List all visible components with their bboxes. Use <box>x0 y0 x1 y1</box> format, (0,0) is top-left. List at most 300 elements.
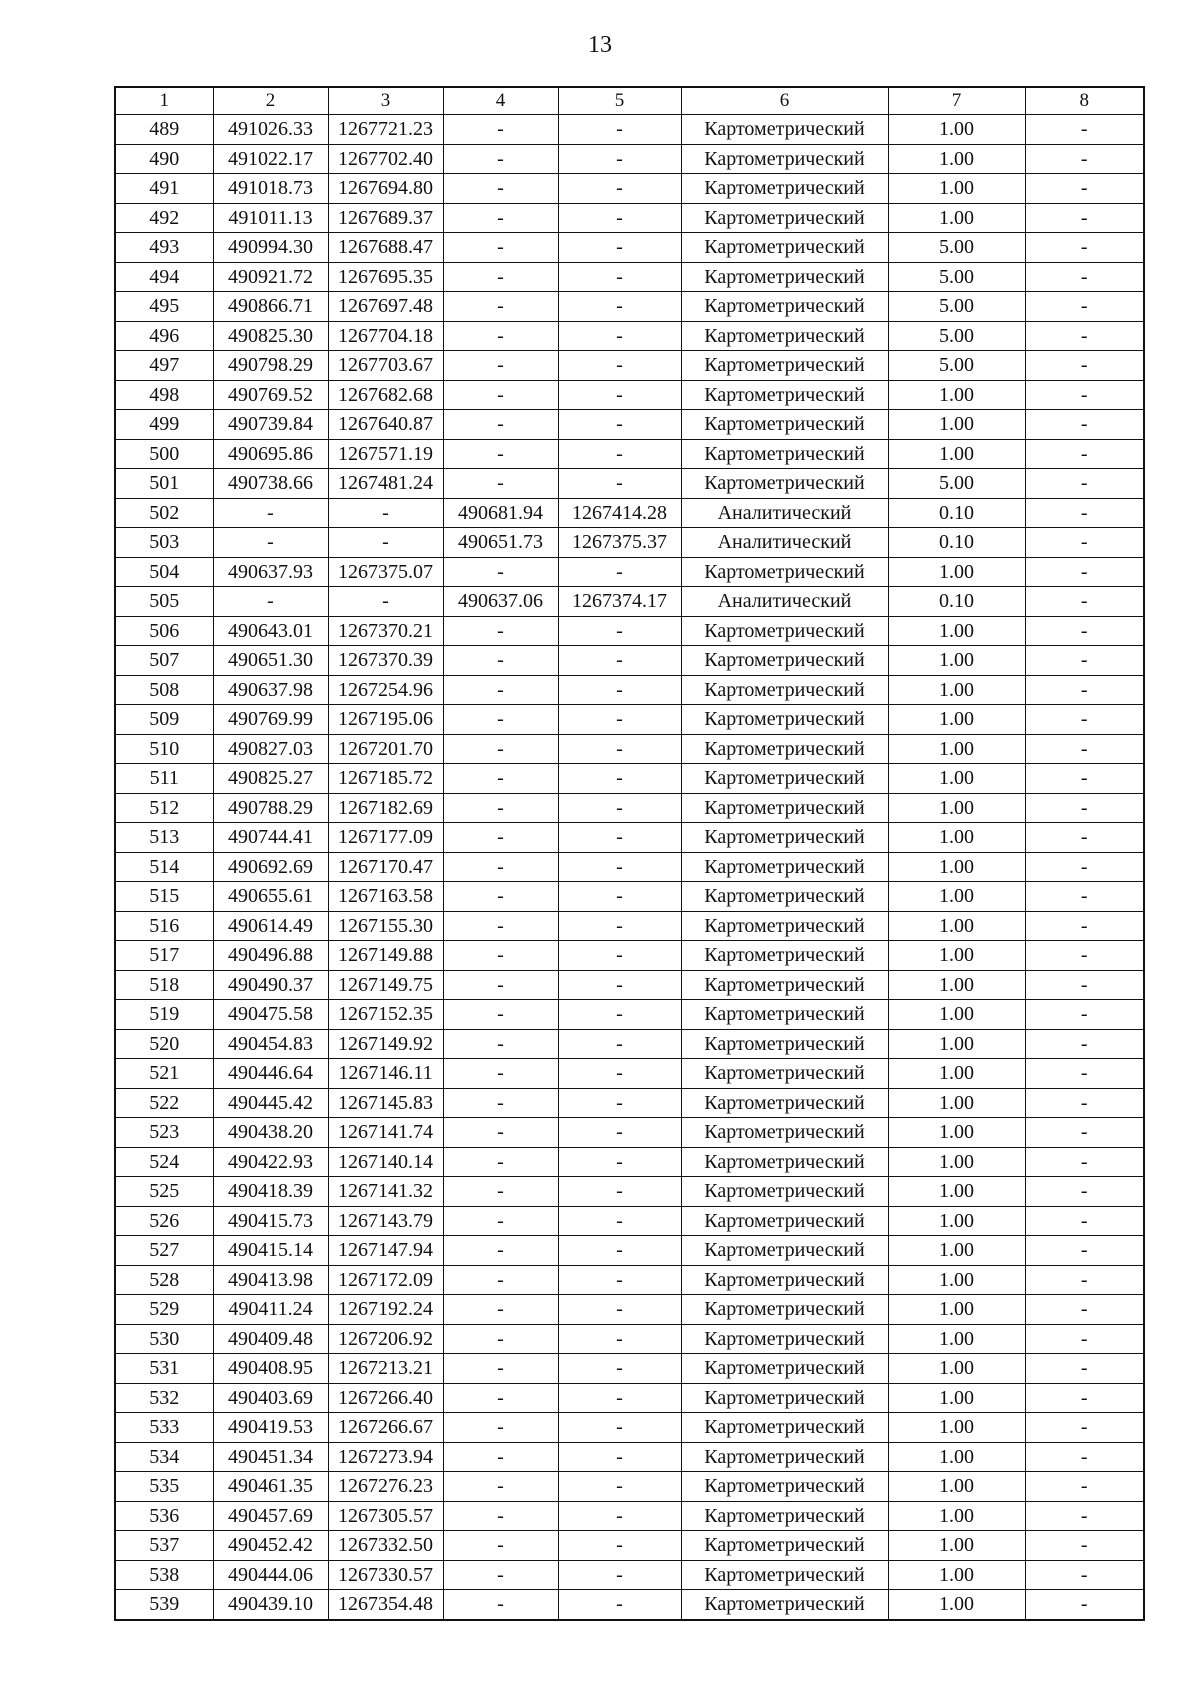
cell-x-new: - <box>443 351 558 381</box>
cell-y-coordinate: 1267330.57 <box>328 1560 443 1590</box>
cell-accuracy: 1.00 <box>888 1147 1025 1177</box>
cell-method: Картометрический <box>681 1354 888 1384</box>
cell-point-number: 519 <box>115 1000 213 1030</box>
cell-point-number: 515 <box>115 882 213 912</box>
table-row <box>115 1147 1144 1177</box>
cell-x-coordinate: 490415.73 <box>213 1206 328 1236</box>
page-number: 13 <box>588 32 612 58</box>
cell-note: - <box>1025 528 1144 558</box>
cell-x-new: - <box>443 1265 558 1295</box>
cell-x-new: - <box>443 882 558 912</box>
table-row <box>115 793 1144 823</box>
cell-method: Картометрический <box>681 764 888 794</box>
cell-method: Картометрический <box>681 675 888 705</box>
cell-x-new: - <box>443 144 558 174</box>
cell-note: - <box>1025 1177 1144 1207</box>
cell-accuracy: 1.00 <box>888 1560 1025 1590</box>
cell-point-number: 530 <box>115 1324 213 1354</box>
cell-x-coordinate: 490769.52 <box>213 380 328 410</box>
cell-y-coordinate: 1267140.14 <box>328 1147 443 1177</box>
cell-x-new: - <box>443 174 558 204</box>
table-row <box>115 233 1144 263</box>
cell-y-coordinate: 1267177.09 <box>328 823 443 853</box>
cell-method: Картометрический <box>681 1000 888 1030</box>
cell-note: - <box>1025 292 1144 322</box>
cell-y-coordinate: 1267155.30 <box>328 911 443 941</box>
cell-x-new: - <box>443 1118 558 1148</box>
cell-method: Картометрический <box>681 616 888 646</box>
cell-y-new: - <box>558 1590 681 1620</box>
cell-note: - <box>1025 1206 1144 1236</box>
cell-accuracy: 5.00 <box>888 262 1025 292</box>
cell-method: Аналитический <box>681 587 888 617</box>
cell-y-coordinate: 1267697.48 <box>328 292 443 322</box>
cell-y-coordinate: 1267172.09 <box>328 1265 443 1295</box>
cell-method: Картометрический <box>681 262 888 292</box>
table-row <box>115 1177 1144 1207</box>
cell-note: - <box>1025 439 1144 469</box>
cell-x-new: - <box>443 793 558 823</box>
cell-x-coordinate: 490444.06 <box>213 1560 328 1590</box>
cell-point-number: 491 <box>115 174 213 204</box>
table-row <box>115 1472 1144 1502</box>
cell-accuracy: 1.00 <box>888 793 1025 823</box>
cell-note: - <box>1025 1560 1144 1590</box>
cell-accuracy: 1.00 <box>888 1000 1025 1030</box>
cell-point-number: 523 <box>115 1118 213 1148</box>
cell-note: - <box>1025 616 1144 646</box>
cell-accuracy: 1.00 <box>888 616 1025 646</box>
cell-note: - <box>1025 557 1144 587</box>
cell-method: Картометрический <box>681 380 888 410</box>
coordinates-table <box>114 86 1145 1621</box>
cell-point-number: 496 <box>115 321 213 351</box>
cell-y-new: - <box>558 1560 681 1590</box>
cell-accuracy: 1.00 <box>888 1236 1025 1266</box>
cell-y-new: - <box>558 380 681 410</box>
cell-y-coordinate: 1267195.06 <box>328 705 443 735</box>
cell-point-number: 502 <box>115 498 213 528</box>
cell-x-new: - <box>443 1413 558 1443</box>
cell-y-new: - <box>558 1383 681 1413</box>
cell-method: Картометрический <box>681 174 888 204</box>
cell-y-new: - <box>558 616 681 646</box>
cell-x-coordinate: 491018.73 <box>213 174 328 204</box>
table-row <box>115 1590 1144 1620</box>
table-row <box>115 911 1144 941</box>
table-row <box>115 321 1144 351</box>
cell-note: - <box>1025 1147 1144 1177</box>
table-row <box>115 1059 1144 1089</box>
cell-x-coordinate: 490798.29 <box>213 351 328 381</box>
cell-method: Картометрический <box>681 1177 888 1207</box>
cell-note: - <box>1025 852 1144 882</box>
cell-x-new: - <box>443 203 558 233</box>
cell-accuracy: 1.00 <box>888 439 1025 469</box>
cell-x-coordinate: 490445.42 <box>213 1088 328 1118</box>
column-header: 2 <box>213 87 328 115</box>
table-row <box>115 764 1144 794</box>
cell-x-coordinate: 490452.42 <box>213 1531 328 1561</box>
cell-point-number: 537 <box>115 1531 213 1561</box>
cell-x-coordinate: - <box>213 587 328 617</box>
cell-accuracy: 1.00 <box>888 1413 1025 1443</box>
cell-point-number: 538 <box>115 1560 213 1590</box>
cell-note: - <box>1025 970 1144 1000</box>
cell-method: Картометрический <box>681 1118 888 1148</box>
cell-y-new: 1267374.17 <box>558 587 681 617</box>
cell-method: Картометрический <box>681 1088 888 1118</box>
cell-point-number: 528 <box>115 1265 213 1295</box>
cell-point-number: 500 <box>115 439 213 469</box>
cell-method: Картометрический <box>681 439 888 469</box>
cell-point-number: 511 <box>115 764 213 794</box>
table-row <box>115 675 1144 705</box>
cell-x-new: - <box>443 970 558 1000</box>
cell-y-coordinate: 1267145.83 <box>328 1088 443 1118</box>
cell-note: - <box>1025 675 1144 705</box>
cell-method: Картометрический <box>681 1059 888 1089</box>
cell-x-new: - <box>443 823 558 853</box>
cell-y-coordinate: 1267163.58 <box>328 882 443 912</box>
cell-accuracy: 0.10 <box>888 528 1025 558</box>
cell-method: Картометрический <box>681 1147 888 1177</box>
cell-x-coordinate: 490411.24 <box>213 1295 328 1325</box>
cell-y-new: - <box>558 764 681 794</box>
cell-note: - <box>1025 941 1144 971</box>
table-row <box>115 587 1144 617</box>
cell-x-new: - <box>443 233 558 263</box>
cell-point-number: 529 <box>115 1295 213 1325</box>
cell-accuracy: 1.00 <box>888 1206 1025 1236</box>
cell-note: - <box>1025 793 1144 823</box>
cell-accuracy: 5.00 <box>888 233 1025 263</box>
cell-point-number: 533 <box>115 1413 213 1443</box>
cell-point-number: 497 <box>115 351 213 381</box>
cell-y-new: - <box>558 911 681 941</box>
cell-method: Картометрический <box>681 646 888 676</box>
cell-method: Картометрический <box>681 144 888 174</box>
cell-y-coordinate: 1267182.69 <box>328 793 443 823</box>
table-row <box>115 115 1144 145</box>
cell-y-coordinate: 1267143.79 <box>328 1206 443 1236</box>
cell-method: Картометрический <box>681 1295 888 1325</box>
cell-method: Картометрический <box>681 1442 888 1472</box>
cell-method: Картометрический <box>681 410 888 440</box>
cell-accuracy: 1.00 <box>888 675 1025 705</box>
cell-note: - <box>1025 262 1144 292</box>
cell-x-new: - <box>443 469 558 499</box>
cell-x-new: - <box>443 1059 558 1089</box>
cell-accuracy: 1.00 <box>888 1118 1025 1148</box>
table-body <box>115 115 1144 1620</box>
cell-point-number: 506 <box>115 616 213 646</box>
cell-method: Картометрический <box>681 852 888 882</box>
cell-point-number: 495 <box>115 292 213 322</box>
table-row <box>115 882 1144 912</box>
table-row <box>115 557 1144 587</box>
cell-y-coordinate: 1267149.75 <box>328 970 443 1000</box>
cell-method: Картометрический <box>681 1029 888 1059</box>
cell-method: Аналитический <box>681 528 888 558</box>
cell-x-coordinate: 491026.33 <box>213 115 328 145</box>
column-header: 8 <box>1025 87 1144 115</box>
cell-y-new: - <box>558 1000 681 1030</box>
cell-y-new: - <box>558 557 681 587</box>
cell-x-new: - <box>443 1590 558 1620</box>
cell-note: - <box>1025 1000 1144 1030</box>
cell-y-coordinate: 1267141.32 <box>328 1177 443 1207</box>
cell-accuracy: 1.00 <box>888 1295 1025 1325</box>
table-row <box>115 1295 1144 1325</box>
cell-x-new: - <box>443 1383 558 1413</box>
cell-x-coordinate: 490454.83 <box>213 1029 328 1059</box>
cell-point-number: 499 <box>115 410 213 440</box>
cell-x-new: - <box>443 616 558 646</box>
cell-y-coordinate: 1267721.23 <box>328 115 443 145</box>
cell-y-coordinate: 1267375.07 <box>328 557 443 587</box>
cell-note: - <box>1025 469 1144 499</box>
cell-method: Картометрический <box>681 941 888 971</box>
cell-accuracy: 1.00 <box>888 380 1025 410</box>
cell-note: - <box>1025 1413 1144 1443</box>
cell-x-coordinate: 490637.93 <box>213 557 328 587</box>
cell-note: - <box>1025 380 1144 410</box>
cell-method: Картометрический <box>681 970 888 1000</box>
cell-x-coordinate: 490739.84 <box>213 410 328 440</box>
cell-note: - <box>1025 1029 1144 1059</box>
cell-note: - <box>1025 1118 1144 1148</box>
cell-x-coordinate: 490422.93 <box>213 1147 328 1177</box>
cell-note: - <box>1025 498 1144 528</box>
table-row <box>115 852 1144 882</box>
cell-note: - <box>1025 1265 1144 1295</box>
cell-note: - <box>1025 1354 1144 1384</box>
cell-method: Картометрический <box>681 1531 888 1561</box>
cell-note: - <box>1025 233 1144 263</box>
cell-x-coordinate: 490457.69 <box>213 1501 328 1531</box>
table-row <box>115 1118 1144 1148</box>
table-row <box>115 203 1144 233</box>
cell-y-coordinate: 1267266.40 <box>328 1383 443 1413</box>
cell-y-new: 1267375.37 <box>558 528 681 558</box>
cell-accuracy: 0.10 <box>888 587 1025 617</box>
cell-accuracy: 1.00 <box>888 1088 1025 1118</box>
cell-accuracy: 1.00 <box>888 144 1025 174</box>
cell-method: Картометрический <box>681 1383 888 1413</box>
cell-x-new: - <box>443 1295 558 1325</box>
cell-point-number: 524 <box>115 1147 213 1177</box>
cell-y-new: - <box>558 941 681 971</box>
cell-method: Картометрический <box>681 1236 888 1266</box>
cell-x-coordinate: 490651.30 <box>213 646 328 676</box>
cell-point-number: 498 <box>115 380 213 410</box>
cell-x-coordinate: 490496.88 <box>213 941 328 971</box>
cell-y-new: - <box>558 1088 681 1118</box>
cell-x-new: - <box>443 1236 558 1266</box>
cell-accuracy: 1.00 <box>888 1177 1025 1207</box>
cell-method: Картометрический <box>681 734 888 764</box>
cell-y-new: - <box>558 174 681 204</box>
cell-note: - <box>1025 1059 1144 1089</box>
table-row <box>115 1324 1144 1354</box>
cell-point-number: 510 <box>115 734 213 764</box>
cell-method: Картометрический <box>681 321 888 351</box>
cell-y-coordinate: 1267702.40 <box>328 144 443 174</box>
table-row <box>115 1501 1144 1531</box>
cell-method: Картометрический <box>681 1560 888 1590</box>
table-row <box>115 705 1144 735</box>
cell-x-coordinate: 490788.29 <box>213 793 328 823</box>
cell-note: - <box>1025 1324 1144 1354</box>
cell-y-new: - <box>558 1236 681 1266</box>
cell-note: - <box>1025 1088 1144 1118</box>
cell-y-coordinate: 1267152.35 <box>328 1000 443 1030</box>
table-row <box>115 528 1144 558</box>
cell-x-coordinate: 490643.01 <box>213 616 328 646</box>
cell-y-coordinate: 1267146.11 <box>328 1059 443 1089</box>
cell-y-new: - <box>558 1442 681 1472</box>
cell-y-new: - <box>558 1295 681 1325</box>
cell-note: - <box>1025 823 1144 853</box>
table-row <box>115 734 1144 764</box>
cell-x-new: - <box>443 1088 558 1118</box>
table-row <box>115 1206 1144 1236</box>
table-row <box>115 292 1144 322</box>
cell-y-coordinate: 1267640.87 <box>328 410 443 440</box>
cell-point-number: 513 <box>115 823 213 853</box>
cell-x-new: - <box>443 1206 558 1236</box>
cell-method: Картометрический <box>681 1324 888 1354</box>
cell-note: - <box>1025 764 1144 794</box>
table-row <box>115 823 1144 853</box>
cell-x-coordinate: 490744.41 <box>213 823 328 853</box>
column-header: 7 <box>888 87 1025 115</box>
cell-y-coordinate: - <box>328 587 443 617</box>
table-row <box>115 1236 1144 1266</box>
cell-x-coordinate: 490418.39 <box>213 1177 328 1207</box>
column-header: 4 <box>443 87 558 115</box>
cell-point-number: 503 <box>115 528 213 558</box>
cell-accuracy: 1.00 <box>888 1059 1025 1089</box>
table-row <box>115 380 1144 410</box>
cell-x-new: - <box>443 439 558 469</box>
cell-accuracy: 1.00 <box>888 852 1025 882</box>
cell-method: Картометрический <box>681 823 888 853</box>
table-row <box>115 616 1144 646</box>
cell-y-coordinate: 1267703.67 <box>328 351 443 381</box>
cell-x-new: - <box>443 646 558 676</box>
cell-x-coordinate: 490419.53 <box>213 1413 328 1443</box>
cell-x-new: - <box>443 705 558 735</box>
cell-y-new: - <box>558 469 681 499</box>
cell-x-new: - <box>443 115 558 145</box>
cell-x-coordinate: 490825.27 <box>213 764 328 794</box>
cell-x-new: - <box>443 764 558 794</box>
cell-y-new: - <box>558 1206 681 1236</box>
cell-y-coordinate: - <box>328 498 443 528</box>
cell-y-new: - <box>558 1118 681 1148</box>
table-row <box>115 646 1144 676</box>
cell-method: Картометрический <box>681 351 888 381</box>
cell-point-number: 517 <box>115 941 213 971</box>
cell-x-coordinate: 490439.10 <box>213 1590 328 1620</box>
cell-note: - <box>1025 646 1144 676</box>
cell-x-new: - <box>443 1354 558 1384</box>
cell-point-number: 525 <box>115 1177 213 1207</box>
cell-y-coordinate: 1267688.47 <box>328 233 443 263</box>
cell-y-new: - <box>558 852 681 882</box>
cell-method: Картометрический <box>681 233 888 263</box>
cell-accuracy: 1.00 <box>888 911 1025 941</box>
cell-y-new: - <box>558 970 681 1000</box>
cell-y-coordinate: 1267695.35 <box>328 262 443 292</box>
cell-x-coordinate: 491011.13 <box>213 203 328 233</box>
cell-y-new: - <box>558 1059 681 1089</box>
cell-accuracy: 5.00 <box>888 469 1025 499</box>
cell-point-number: 518 <box>115 970 213 1000</box>
cell-note: - <box>1025 882 1144 912</box>
cell-point-number: 526 <box>115 1206 213 1236</box>
cell-accuracy: 1.00 <box>888 764 1025 794</box>
cell-x-new: - <box>443 1560 558 1590</box>
cell-note: - <box>1025 410 1144 440</box>
cell-x-coordinate: 490614.49 <box>213 911 328 941</box>
cell-point-number: 492 <box>115 203 213 233</box>
cell-x-new: - <box>443 1531 558 1561</box>
cell-note: - <box>1025 115 1144 145</box>
cell-point-number: 509 <box>115 705 213 735</box>
cell-method: Картометрический <box>681 882 888 912</box>
cell-y-coordinate: 1267305.57 <box>328 1501 443 1531</box>
cell-y-new: - <box>558 1177 681 1207</box>
cell-point-number: 535 <box>115 1472 213 1502</box>
table-row <box>115 262 1144 292</box>
cell-y-new: - <box>558 1029 681 1059</box>
table-row <box>115 1413 1144 1443</box>
cell-y-coordinate: 1267276.23 <box>328 1472 443 1502</box>
cell-accuracy: 1.00 <box>888 1354 1025 1384</box>
table-row <box>115 144 1144 174</box>
cell-method: Картометрический <box>681 1472 888 1502</box>
cell-y-coordinate: 1267332.50 <box>328 1531 443 1561</box>
cell-accuracy: 1.00 <box>888 941 1025 971</box>
cell-y-coordinate: 1267571.19 <box>328 439 443 469</box>
cell-x-coordinate: 490461.35 <box>213 1472 328 1502</box>
cell-x-new: - <box>443 1501 558 1531</box>
table-row <box>115 1560 1144 1590</box>
cell-x-coordinate: 490921.72 <box>213 262 328 292</box>
table-row <box>115 1265 1144 1295</box>
cell-x-new: - <box>443 410 558 440</box>
cell-point-number: 516 <box>115 911 213 941</box>
cell-accuracy: 1.00 <box>888 410 1025 440</box>
cell-x-new: 490637.06 <box>443 587 558 617</box>
cell-x-coordinate: - <box>213 528 328 558</box>
table-row <box>115 174 1144 204</box>
cell-y-coordinate: 1267147.94 <box>328 1236 443 1266</box>
cell-note: - <box>1025 1236 1144 1266</box>
table-row <box>115 1531 1144 1561</box>
cell-accuracy: 1.00 <box>888 646 1025 676</box>
cell-method: Картометрический <box>681 1206 888 1236</box>
cell-note: - <box>1025 1501 1144 1531</box>
cell-y-new: - <box>558 1324 681 1354</box>
cell-y-new: - <box>558 203 681 233</box>
cell-y-coordinate: 1267370.39 <box>328 646 443 676</box>
cell-y-new: - <box>558 1413 681 1443</box>
cell-y-coordinate: 1267266.67 <box>328 1413 443 1443</box>
